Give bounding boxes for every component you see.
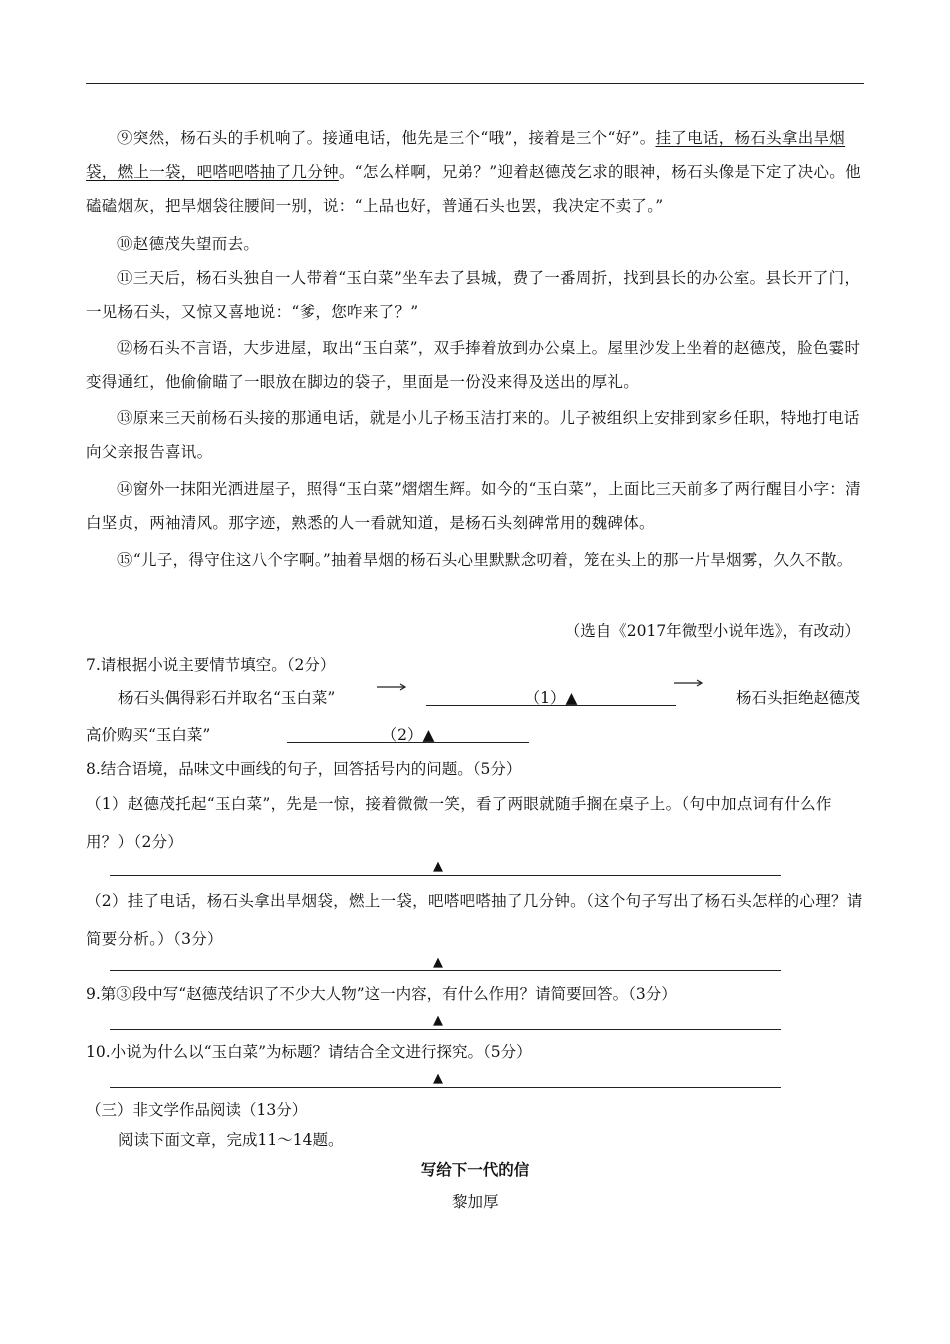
paragraph-9: [86, 121, 864, 223]
answer-mark-icon: ▲: [433, 1071, 443, 1086]
question-7: 7.请根据小说主要情节填空。（2分）: [86, 656, 336, 674]
arrow-right-icon: [377, 682, 407, 692]
q9-answer-line[interactable]: [110, 1029, 781, 1030]
answer-mark-icon: ▲: [433, 1013, 443, 1028]
p9-underlined-sentence: 挂了电话，杨石头拿出旱烟袋，燃上一袋，吧嗒吧嗒抽了几分钟: [86, 129, 846, 181]
q7-plot-end-continued: 高价购买“玉白菜”: [86, 726, 211, 744]
question-10: 10.小说为什么以“玉白菜”为标题？请结合全文进行探究。（5分）: [86, 1043, 532, 1061]
article-author: 黎加厚: [452, 1193, 499, 1211]
paragraph-14: ⑭窗外一抹阳光洒进屋子，照得“玉白菜”熠熠生辉。如今的“玉白菜”，上面比三天前多了两行醒目小字：清白坚贞，两袖清风。那字迹，熟悉的人一看就知道，是杨石头刻碑常用的魏碑体。: [86, 480, 861, 532]
article-title: 写给下一代的信: [420, 1161, 530, 1179]
paragraph-13: ⑬原来三天前杨石头接的那通电话，就是小儿子杨玉洁打来的。儿子被组织上安排到家乡任职，特地打电话向父亲报告喜讯。: [86, 409, 860, 461]
q7-blank-2: （2）▲: [381, 726, 435, 744]
paragraph-12: ⑫杨石头不言语，大步进屋，取出“玉白菜”，双手捧着放到办公桌上。屋里沙发上坐着的赵德茂，脸色霎时变得通红，他偷偷瞄了一眼放在脚边的袋子，里面是一份没来得及送出的厚礼。: [86, 339, 861, 391]
paragraph-15: ⑮“儿子，得守住这八个字啊。”抽着旱烟的杨石头心里默默念叨着，笼在头上的那一片旱烟雾，久久不散。: [117, 551, 853, 569]
paragraph-11: ⑪三天后，杨石头独自一人带着“玉白菜”坐车去了县城，费了一番周折，找到县长的办公室。县长开了门，一见杨石头，又惊又喜地说：“爹，您咋来了？”: [86, 269, 861, 321]
q7-plot-end: 杨石头拒绝赵德茂: [735, 689, 860, 707]
answer-mark-icon: ▲: [433, 859, 443, 874]
question-9: 9.第③段中写“赵德茂结识了不少大人物”这一内容，有什么作用？请简要回答。（3分）: [86, 985, 677, 1003]
section-3-heading: （三）非文学作品阅读（13分）: [86, 1101, 308, 1119]
section-3-instruction: 阅读下面文章，完成11～14题。: [118, 1131, 344, 1149]
question-8: 8.结合语境，品味文中画线的句子，回答括号内的问题。（5分）: [86, 760, 522, 778]
q8-2-answer-line[interactable]: [110, 970, 781, 971]
question-8-1: （1）赵德茂托起“玉白菜”，先是一惊，接着微微一笑，看了两眼就随手搁在桌子上。（句中加点词有什么作用？）（2分）: [86, 795, 832, 851]
arrow-right-icon: [674, 678, 704, 688]
q8-1-answer-line[interactable]: [110, 875, 781, 876]
p9-text-a: ⑨突然，杨石头的手机响了。接通电话，他先是三个“哦”，接着是三个“好”。: [117, 129, 656, 147]
q7-plot-start: 杨石头偶得彩石并取名“玉白菜”: [118, 689, 336, 707]
paragraph-10: ⑩赵德茂失望而去。: [117, 235, 260, 253]
answer-mark-icon: ▲: [433, 955, 443, 970]
q7-blank-1: （1）▲: [524, 689, 578, 707]
source-citation: （选自《2017年微型小说年选》，有改动）: [564, 622, 860, 640]
header-rule: [86, 83, 864, 84]
q10-answer-line[interactable]: [110, 1087, 781, 1088]
question-8-2: （2）挂了电话，杨石头拿出旱烟袋，燃上一袋，吧嗒吧嗒抽了几分钟。（这个句子写出了杨石头怎样的心理？请简要分析。）（3分）: [86, 892, 863, 948]
p9-text-b: 。“怎么样啊，兄弟？”迎着赵德茂乞求的眼神，杨石头像是下定了决心。他磕磕烟灰，把旱烟袋往腰间一别，说：“上品也好，普通石头也罢，我决定不卖了。”: [86, 163, 861, 215]
